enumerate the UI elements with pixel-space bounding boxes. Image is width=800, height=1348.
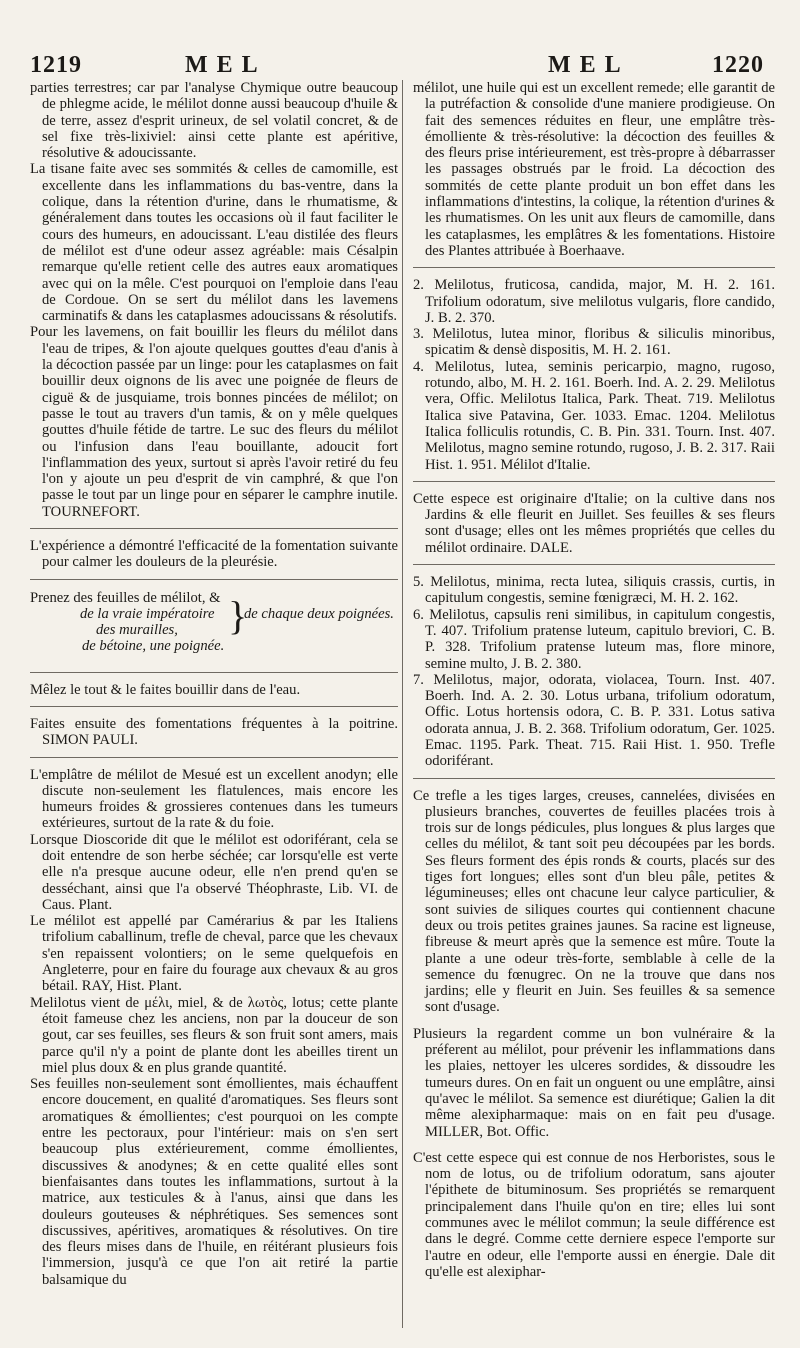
section-divider [30, 672, 398, 673]
section-divider [30, 757, 398, 758]
synonym-entry: 4. Melilotus, lutea, seminis pericarpio, magno, rugoso, rotundo, albo, M. H. 2. 161. Boerh. Ind. A. 2. 29. Melilotus vera, Offic. Melilotus Italica, Park. Theat. 719. Melilotus Italica sive Patavina, Ger. 1033. Emac. 1204. Melilotus Italica folliculis rotundis, C. B. Pin. 331. Tourn. Inst. 407. Melilotus, magno semine rotundo, rugoso, J. B. 2. 317. Raii Hist. 1. 951. Mélilot d'Italie. [413, 358, 775, 473]
recipe-line: Prenez des feuilles de mélilot, & [30, 589, 221, 606]
paragraph: Pour les lavemens, on fait bouillir les fleurs du mélilot dans l'eau de tripes, & l'on ajoute quelques gouttes d'eau d'anis à la décoction passée par un linge: pour les cataplasmes on fait bouillir deux oignons de lis avec une poignée de fleurs de ciguë & de jusquiame, trois bonnes pincées de mélilot; on passe le tout au travers d'un tamis, & on y mêle quelques gouttes d'huile fétide de tartre. Le suc des fleurs du mélilot ou l'infusion dans l'eau bouillante, adoucit fort l'inflammation des yeux, surtout si après l'avoir retiré du feu l'on y ajoute un peu d'esprit de vin camphré, & que l'on passe le tout par un linge pour en séparer le camphre inutile. TOURNEFORT. [30, 324, 398, 520]
paragraph: Ce trefle a les tiges larges, creuses, cannelées, divisées en plusieurs branches, couvertes de feuilles placées trois à trois sur de longs pédicules, plus longues & plus larges que celles du mélilot, & tant soit peu découpées par les bords. Ses fleurs forment des épis ronds & courts, placés sur des tiges fort longues; elles sont d'un bleu pâle, petites & légumineuses; elles ont chacune leur calyce particulier, & sont suivies de siliques courtes qui contiennent chacune deux ou trois petites graines jaunes. Sa racine est ligneuse, fibreuse & meurt après que la semence est mûre. Toute la plante a une odeur très-forte, semblable à celle de la semence du fœnugrec. On ne la trouve que dans nos jardins; elle y fleurit en Juin. Ses feuilles & sa semence sont d'usage. [413, 787, 775, 1016]
synonym-entry: 7. Melilotus, major, odorata, violacea, Tourn. Inst. 407. Boerh. Ind. A. 2. 30. Lotus urbana, trifolium odoratum, Offic. Lotus hortensis odora, C. B. P. 331. Lotus sativa odorata annua, J. B. 2. 368. Trifolium odoratum, Ger. 1025. Emac. 1195. Park. Theat. 715. Raii Hist. 1. 950. Trefle odoriférant. [413, 671, 775, 770]
synonym-entry: 2. Melilotus, fruticosa, candida, major, M. H. 2. 161. Trifolium odoratum, sive melilotus vulgaris, flore candido, J. B. 2. 370. [413, 277, 775, 326]
recipe-quantity: de chaque deux poignées. [244, 605, 394, 622]
section-divider [30, 528, 398, 529]
running-head-right: MEL [548, 52, 630, 78]
paragraph: Plusieurs la regardent comme un bon vulnéraire & la préferent au mélilot, pour prévenir les inflammations dans les plaies, nettoyer les ulceres sordides, & dissoudre les tumeurs dures. On en fait un onguent ou une emplâtre, ainsi qu'avec le mélilot. Sa semence est diurétique; Galien la dit même alexipharmaque: mais on en fait peu d'usage. MILLER, Bot. Offic. [413, 1025, 775, 1140]
page-number-left: 1219 [30, 52, 82, 78]
right-column [413, 80, 775, 1280]
paragraph: mélilot, une huile qui est un excellent remede; elle garantit de la putréfaction & consolide d'une maniere prodigieuse. On fait des semences réduites en fleur, une emplâtre très-émolliente & très-résolutive: la décoction des feuilles & des fleurs prise intérieurement, est très-propre à débarrasser les passages obstrués par le froid. La décoction des sommités de cette plante produit un bon effet dans les inflammations d'intestins, la colique, la rétention d'urines & les rhumatismes. On les unit aux fleurs de camomille, dans les cataplasmes, les emplâtres & les fomentations. Histoire des Plantes attribuée à Boerhaave. [413, 80, 775, 259]
synonym-entry: 5. Melilotus, minima, recta lutea, siliquis crassis, curtis, in capitulum congestis, semine fœnigræci, M. H. 2. 162. [413, 574, 775, 607]
left-column [30, 80, 398, 1288]
paragraph: parties terrestres; car par l'analyse Chymique outre beaucoup de phlegme acide, le mélilot donne aussi beaucoup d'huile & de terre, assez d'esprit urineux, de sel volatil concret, & de sel fixe très-lixiviel: ainsi cette plante est apéritive, résolutive & adoucissante. [30, 80, 398, 162]
paragraph: Mêlez le tout & le faites bouillir dans de l'eau. [30, 681, 301, 698]
synonym-entry: 6. Melilotus, capsulis reni similibus, in capitulum congestis, T. 407. Trifolium pratense luteum, capitulo breviori, C. B. P. 328. Trifolium pratense luteum mas, flore minore, semine multo, J. B. 2. 380. [413, 606, 775, 672]
section-divider [30, 706, 398, 707]
paragraph: Le mélilot est appellé par Camérarius & par les Italiens trifolium caballinum, trefle de cheval, parce que les chevaux s'en repaissent volontiers; on le seme quelquefois en Angleterre, pour en faire du fourage aux chevaux & au gros bétail. RAY, Hist. Plant. [30, 913, 398, 995]
recipe [30, 590, 398, 660]
recipe-line: de bétoine, une poignée. [82, 637, 225, 654]
paragraph: Cette espece est originaire d'Italie; on la cultive dans nos Jardins & elle fleurit en Juillet. Ses feuilles & ses fleurs sont d'usage; elles ont les mêmes propriétés que celles du mélilot ordinaire. DALE. [413, 490, 775, 556]
paragraph: C'est cette espece qui est connue de nos Herboristes, sous le nom de lotus, ou de trifolium odoratum, sans ajouter l'épithete de bituminosum. Ses propriétés se remarquent principalement dans l'huile qu'on en tire; elles lui sont communes avec le mélilot commun; la seule différence est dans le degré. Comme cette derniere espece l'emporte sur l'autre en odeur, elle l'emporte aussi en énergie. Dale dit qu'elle est alexiphar- [413, 1149, 775, 1280]
recipe-brace: } [228, 592, 248, 638]
section-divider [30, 579, 398, 580]
section-divider [413, 564, 775, 565]
page-number-right: 1220 [712, 52, 764, 78]
section-divider [413, 778, 775, 779]
paragraph: Melilotus vient de μέλι, miel, & de λωτὸς, lotus; cette plante étoit fameuse chez les anciens, non par la douceur de son gout, car ses feuilles, ses fleurs & son fruit sont amers, mais parce qu'il n'y a point de plante dont les abeilles tirent un miel plus doux & en plus grande quantité. [30, 994, 398, 1076]
recipe-line: de la vraie impératoire [80, 605, 215, 622]
column-rule [402, 80, 403, 1328]
section-divider [413, 481, 775, 482]
paragraph: L'expérience a démontré l'efficacité de la fomentation suivante pour calmer les douleurs de la pleurésie. [30, 538, 398, 571]
synonym-entry: 3. Melilotus, lutea minor, floribus & siliculis minoribus, spicatim & densè dispositis, M. H. 2. 161. [413, 326, 775, 359]
section-divider [413, 267, 775, 268]
paragraph: Ses feuilles non-seulement sont émollientes, mais échauffent encore doucement, en qualité d'aromatiques. Ses fleurs sont aromatiques & émollientes; c'est pourquoi on les compte entre les pectoraux, pour l'intérieur: mais on s'en sert beaucoup plus extérieurement, comme émollientes, discussives & anodynes; & en cette qualité elles sont bienfaisantes dans toutes les inflammations, surtout à la matrice, aux testicules & à l'anus, ainsi que dans les douleurs gouteuses & néphrétiques. Ses semences sont discussives, apéritives, aromatiques & résolutives. On tire des fleurs mises dans de l'huile, en réitérant plusieurs fois l'immersion, jusqu'à ce que l'on ait retiré la partie balsamique du [30, 1076, 398, 1288]
paragraph: L'emplâtre de mélilot de Mesué est un excellent anodyn; elle discute non-seulement les flatulences, mais encore les humeurs froides & grossieres contenues dans les tumeurs extérieures, surtout de la rate & du foie. [30, 766, 398, 832]
paragraph: La tisane faite avec ses sommités & celles de camomille, est excellente dans les inflammations du bas-ventre, dans la colique, dans la rétention d'urine, dans le rhumatisme, & généralement dans toutes les occasions où il faut faciliter le cours des humeurs, en adoucissant. L'eau distilée des fleurs de mélilot est d'une odeur assez agréable: mais Césalpin remarque qu'elle retient celle des autres eaux aromatiques avec qui on la mêle. C'est pourquoi on l'emploie dans l'eau de Cordoue. On se sert du mélilot dans les lavemens carminatifs & dans les cataplasmes adoucissans & résolutifs. [30, 161, 398, 325]
paragraph: Faites ensuite des fomentations fréquentes à la poitrine. SIMON PAULI. [30, 715, 398, 749]
running-head-left: MEL [185, 52, 267, 78]
recipe-line: des murailles, [96, 621, 178, 638]
paragraph: Lorsque Dioscoride dit que le mélilot est odoriférant, cela se doit entendre de son herbe séchée; car lorsqu'elle est verte elle n'a presque aucune odeur, elle n'en prend qu'en se desséchant, ainsi que l'a observé Théophraste, Lib. VI. de Caus. Plant. [30, 831, 398, 913]
